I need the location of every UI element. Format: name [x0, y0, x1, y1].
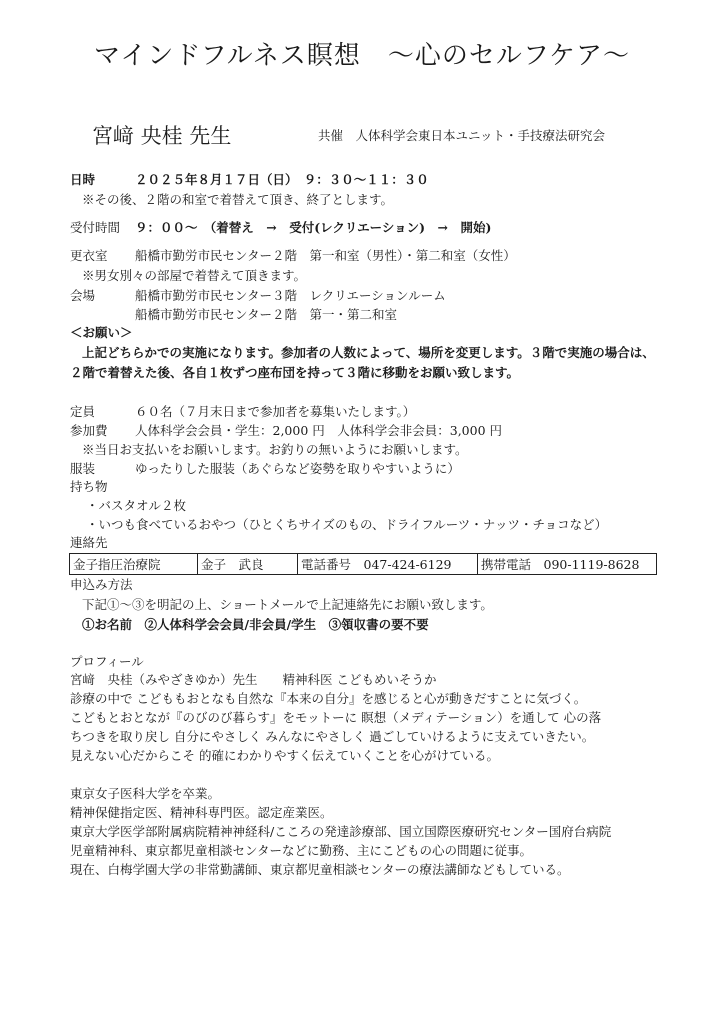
cohost-text: 共催 人体科学会東日本ユニット・手技療法研究会 — [318, 128, 606, 143]
apply-items: ①お名前 ②人体科学会会員/非会員/学生 ③領収書の要不要 — [82, 617, 429, 632]
capacity-row — [70, 404, 415, 420]
profile-career-1: 東京女子医科大学を卒業。 — [70, 786, 221, 801]
contact-phone: 電話番号 047-424-6129 — [298, 554, 478, 574]
profile-heading: プロフィール — [70, 654, 144, 669]
fee-row — [70, 423, 502, 439]
venue-value-2: 船橋市勤労市民センター２階 第一・第二和室 — [135, 307, 398, 322]
items-item-1: ・バスタオル２枚 — [86, 498, 187, 513]
profile-career-5: 現在、白梅学園大学の非常勤講師、東京都児童相談センターの療法講師などもしている。 — [70, 862, 570, 877]
date-label: 日時 — [70, 172, 96, 187]
items-label: 持ち物 — [70, 479, 108, 494]
contact-label: 連絡先 — [70, 535, 108, 550]
venue-value-1: 船橋市勤労市民センター３階 レクリエーションルーム — [135, 288, 446, 303]
profile-intro-3: ちつきを取り戻し 自分にやさしく みんなにやさしく 過ごしていけるように支えていきたい。 — [70, 729, 595, 744]
changing-row — [70, 248, 516, 264]
clothing-label: 服装 — [70, 461, 96, 476]
reception-row — [70, 220, 491, 236]
clothing-row — [70, 461, 460, 477]
date-note: ※その後、２階の和室で着替えて頂き、終了とします。 — [82, 192, 394, 207]
apply-label: 申込み方法 — [70, 577, 133, 592]
items-item-2: ・いつも食べているおやつ（ひとくちサイズのもの、ドライフルーツ・ナッツ・チョコなど） — [86, 517, 608, 532]
contact-clinic: 金子指圧治療院 — [70, 554, 198, 574]
profile-intro-1: 診療の中で こどももおとなも自然な『本来の自分』を感じると心が動きだすことに気づく。 — [70, 691, 587, 706]
profile-career-3: 東京大学医学部附属病院精神神経科/こころの発達診療部、国立国際医療研究センター国府台病院 — [70, 824, 612, 839]
changing-label: 更衣室 — [70, 248, 108, 263]
changing-value: 船橋市勤労市民センター２階 第一和室（男性）・第二和室（女性） — [135, 248, 516, 263]
date-value: ２０２５年８月１７日（日） ９：３０～１１：３０ — [135, 172, 429, 187]
changing-note: ※男女別々の部屋で着替えて頂きます。 — [82, 268, 307, 283]
venue-row — [70, 288, 446, 304]
date-row — [70, 172, 429, 188]
request-text: 上記どちらかでの実施になります。参加者の人数によって、場所を変更します。３階で実施の場合は、２階で着替えた後、各自１枚ずつ座布団を持って３階に移動をお願い致します。 — [70, 345, 655, 380]
capacity-label: 定員 — [70, 404, 96, 419]
contact-name: 金子 武良 — [198, 554, 298, 574]
apply-text: 下記①～③を明記の上、ショートメールで上記連絡先にお願い致します。 — [82, 597, 493, 612]
profile-intro-4: 見えない心だからこそ 的確にわかりやすく伝えていくことを心がけている。 — [70, 748, 499, 763]
fee-note: ※当日お支払いをお願いします。お釣りの無いようにお願いします。 — [82, 442, 468, 457]
capacity-value: ６０名（７月末日まで参加者を募集いたします。） — [135, 404, 416, 419]
reception-value: ９：００～ （着替え → 受付(レクリエーション) → 開始) — [135, 220, 492, 235]
event-title: マインドフルネス瞑想 ～心のセルフケア～ — [93, 41, 631, 71]
fee-value: 人体科学会会員・学生：2,000 円 人体科学会非会員：3,000 円 — [135, 423, 503, 438]
contact-mobile: 携帯電話 090-1119-8628 — [481, 557, 640, 572]
lecturer-name: 宮﨑 央桂 先生 — [92, 124, 232, 148]
profile-intro-2: こどもとおとなが『のびのび暮らす』をモットーに 瞑想（メディテーション）を通して 心の落 — [70, 710, 602, 725]
request-heading: ＜お願い＞ — [70, 325, 133, 340]
profile-career-2: 精神保健指定医、精神科専門医。認定産業医。 — [70, 805, 333, 820]
venue-row-2 — [70, 307, 397, 323]
contact-table — [69, 553, 657, 575]
profile-name-line: 宮﨑 央桂（みやざきゆか）先生 精神科医 こどもめいそうか — [70, 672, 437, 687]
venue-label: 会場 — [70, 288, 96, 303]
clothing-value: ゆったりした服装（あぐらなど姿勢を取りやすいように） — [135, 461, 460, 476]
fee-label: 参加費 — [70, 423, 108, 438]
reception-label: 受付時間 — [70, 220, 121, 235]
profile-career-4: 児童精神科、東京都児童相談センターなどに勤務、主にこどもの心の問題に従事。 — [70, 843, 533, 858]
